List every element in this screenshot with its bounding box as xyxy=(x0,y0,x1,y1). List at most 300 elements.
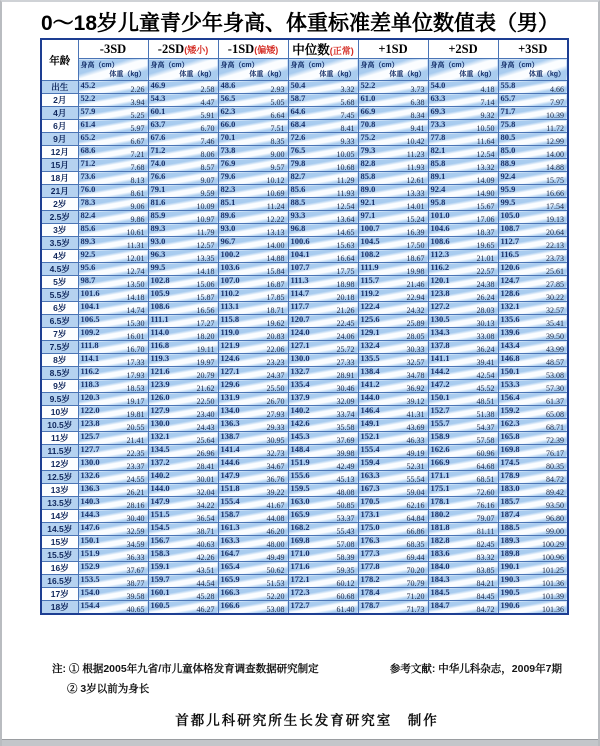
data-cell xyxy=(428,211,498,224)
height-value: 144.0 xyxy=(150,483,170,493)
weight-value: 36.33 xyxy=(126,553,145,562)
weight-value: 17.27 xyxy=(196,319,215,328)
data-cell xyxy=(148,224,218,237)
data-cell xyxy=(218,81,288,94)
height-value: 71.2 xyxy=(150,145,166,155)
weight-value: 22.06 xyxy=(266,345,285,354)
weight-value: 10.39 xyxy=(546,111,564,120)
height-value: 171.0 xyxy=(290,548,310,558)
data-cell xyxy=(148,94,218,107)
height-value: 95.8 xyxy=(430,197,446,207)
height-value: 144.0 xyxy=(360,392,380,402)
weight-value: 69.44 xyxy=(406,553,425,562)
data-cell xyxy=(358,354,428,367)
weight-value: 60.96 xyxy=(476,449,495,458)
data-cell xyxy=(358,393,428,406)
data-cell xyxy=(498,510,568,523)
weight-value: 8.41 xyxy=(340,124,355,133)
data-cell xyxy=(428,588,498,601)
weight-value: 42.49 xyxy=(336,462,355,471)
data-cell xyxy=(218,458,288,471)
weight-value: 5.97 xyxy=(130,124,145,133)
note-2: ② 3岁以前为身长 xyxy=(67,683,150,695)
data-cell xyxy=(498,354,568,367)
table-row xyxy=(41,549,568,562)
height-value: 169.8 xyxy=(500,444,520,454)
height-value: 180.2 xyxy=(430,509,450,519)
data-cell xyxy=(498,367,568,380)
height-value: 181.8 xyxy=(430,522,450,532)
data-cell xyxy=(358,445,428,458)
data-cell xyxy=(148,211,218,224)
height-value: 122.0 xyxy=(80,405,100,415)
weight-value: 15.84 xyxy=(266,267,285,276)
weight-value: 82.45 xyxy=(476,540,495,549)
weight-value: 19.81 xyxy=(126,410,145,419)
weight-value: 60.68 xyxy=(336,592,355,601)
height-value: 52.2 xyxy=(360,80,376,90)
age-cell: 4月 xyxy=(41,107,78,120)
weight-value: 70.79 xyxy=(406,579,425,588)
height-value: 165.8 xyxy=(500,431,520,441)
weight-value: 19.17 xyxy=(126,397,145,406)
sd-label: +2SD xyxy=(448,41,478,56)
weight-unit-label: 体重（kg） xyxy=(179,71,216,78)
sd-group-header-6 xyxy=(428,39,498,59)
weight-value: 48.08 xyxy=(336,488,355,497)
height-value: 190.5 xyxy=(500,587,520,597)
weight-value: 61.40 xyxy=(336,605,355,614)
data-cell xyxy=(358,458,428,471)
height-value: 152.9 xyxy=(80,561,100,571)
data-cell xyxy=(78,523,148,536)
data-cell xyxy=(358,328,428,341)
height-value: 119.2 xyxy=(360,288,380,298)
data-cell xyxy=(428,107,498,120)
sd-sublabel: (正常) xyxy=(329,46,354,56)
data-cell xyxy=(148,159,218,172)
height-value: 144.3 xyxy=(80,509,100,519)
weight-value: 83.32 xyxy=(476,553,495,562)
data-cell xyxy=(288,263,358,276)
height-value: 107.0 xyxy=(220,275,240,285)
weight-value: 20.83 xyxy=(266,332,285,341)
data-cell xyxy=(218,588,288,601)
height-value: 152.1 xyxy=(360,431,380,441)
height-value: 79.1 xyxy=(150,184,166,194)
height-value: 155.4 xyxy=(360,444,380,454)
table-row xyxy=(41,562,568,575)
data-cell xyxy=(428,458,498,471)
data-cell xyxy=(498,81,568,94)
data-cell xyxy=(358,510,428,523)
weight-value: 30.40 xyxy=(126,514,145,523)
weight-value: 21.46 xyxy=(406,280,425,289)
height-value: 184.0 xyxy=(430,561,450,571)
weight-value: 16.66 xyxy=(546,189,564,198)
weight-value: 39.58 xyxy=(126,592,145,601)
measure-header-cell xyxy=(148,59,218,81)
data-cell xyxy=(498,380,568,393)
data-cell xyxy=(288,432,358,445)
weight-value: 68.71 xyxy=(546,423,564,432)
height-value: 183.0 xyxy=(500,483,520,493)
height-value: 116.2 xyxy=(80,366,100,376)
data-cell xyxy=(148,315,218,328)
data-cell xyxy=(288,354,358,367)
weight-value: 25.89 xyxy=(406,319,425,328)
height-value: 54.0 xyxy=(430,80,446,90)
table-row xyxy=(41,471,568,484)
weight-value: 16.87 xyxy=(266,280,285,289)
height-value: 82.4 xyxy=(80,210,96,220)
weight-value: 8.34 xyxy=(410,111,425,120)
data-cell xyxy=(498,198,568,211)
weight-value: 37.69 xyxy=(336,436,355,445)
height-value: 76.5 xyxy=(290,145,306,155)
weight-value: 50.85 xyxy=(336,501,355,510)
weight-value: 20.18 xyxy=(336,293,355,302)
data-cell xyxy=(358,341,428,354)
weight-value: 61.37 xyxy=(546,397,564,406)
height-value: 108.6 xyxy=(150,301,170,311)
data-cell xyxy=(428,341,498,354)
data-cell xyxy=(148,146,218,159)
weight-value: 9.57 xyxy=(270,163,285,172)
weight-value: 71.73 xyxy=(406,605,425,614)
height-value: 68.6 xyxy=(80,145,96,155)
data-cell xyxy=(78,562,148,575)
height-value: 48.6 xyxy=(220,80,236,90)
weight-value: 36.24 xyxy=(476,345,495,354)
weight-value: 40.65 xyxy=(126,605,145,614)
data-cell xyxy=(358,185,428,198)
data-cell xyxy=(218,510,288,523)
weight-value: 11.23 xyxy=(406,150,425,159)
data-cell xyxy=(428,380,498,393)
height-value: 172.3 xyxy=(290,587,310,597)
height-value: 139.6 xyxy=(500,327,520,337)
weight-value: 22.57 xyxy=(476,267,495,276)
data-cell xyxy=(288,185,358,198)
weight-value: 18.37 xyxy=(476,228,495,237)
data-cell xyxy=(78,107,148,120)
height-value: 113.1 xyxy=(220,301,240,311)
data-cell xyxy=(288,445,358,458)
height-value: 105.0 xyxy=(500,210,520,220)
weight-value: 16.01 xyxy=(126,332,145,341)
data-cell xyxy=(498,172,568,185)
height-value: 111.3 xyxy=(290,275,309,285)
height-value: 79.3 xyxy=(360,145,376,155)
height-value: 151.9 xyxy=(290,457,310,467)
weight-value: 30.46 xyxy=(336,384,355,393)
measure-header-cell xyxy=(218,59,288,81)
data-cell xyxy=(498,445,568,458)
data-cell xyxy=(78,341,148,354)
height-value: 76.0 xyxy=(80,184,96,194)
data-cell xyxy=(288,562,358,575)
weight-value: 58.39 xyxy=(336,553,355,562)
weight-value: 7.46 xyxy=(200,137,215,146)
weight-value: 6.70 xyxy=(200,124,215,133)
weight-value: 84.72 xyxy=(476,605,495,614)
data-cell xyxy=(148,575,218,588)
weight-value: 11.24 xyxy=(266,202,285,211)
height-value: 72.6 xyxy=(290,132,306,142)
table-row xyxy=(41,484,568,497)
weight-value: 24.37 xyxy=(266,371,285,380)
age-cell: 9岁 xyxy=(41,380,78,393)
table-row xyxy=(41,445,568,458)
height-value: 82.8 xyxy=(360,158,376,168)
height-value: 88.5 xyxy=(290,197,306,207)
height-value: 127.9 xyxy=(150,405,170,415)
height-value: 85.9 xyxy=(150,210,166,220)
weight-value: 64.68 xyxy=(476,462,495,471)
height-value: 147.6 xyxy=(80,522,100,532)
age-cell: 5.5岁 xyxy=(41,289,78,302)
weight-value: 20.64 xyxy=(546,228,564,237)
data-cell xyxy=(78,289,148,302)
height-value: 147.9 xyxy=(150,496,170,506)
age-cell: 10.5岁 xyxy=(41,419,78,432)
weight-value: 17.75 xyxy=(336,267,355,276)
age-cell: 15.5岁 xyxy=(41,549,78,562)
weight-value: 5.68 xyxy=(340,98,355,107)
height-value: 158.9 xyxy=(430,431,450,441)
weight-value: 28.16 xyxy=(126,501,145,510)
weight-value: 12.99 xyxy=(546,137,564,146)
weight-value: 13.50 xyxy=(126,280,145,289)
age-cell: 11.5岁 xyxy=(41,445,78,458)
height-value: 154.4 xyxy=(80,600,100,610)
data-cell xyxy=(428,432,498,445)
data-cell xyxy=(288,146,358,159)
data-cell xyxy=(218,419,288,432)
data-cell xyxy=(498,146,568,159)
age-cell: 14.5岁 xyxy=(41,523,78,536)
height-value: 178.2 xyxy=(360,574,380,584)
data-cell xyxy=(428,302,498,315)
weight-value: 24.55 xyxy=(126,475,145,484)
height-value: 189.3 xyxy=(500,535,520,545)
data-cell xyxy=(498,185,568,198)
data-cell xyxy=(288,380,358,393)
height-value: 111.8 xyxy=(80,340,99,350)
weight-value: 68.51 xyxy=(476,475,495,484)
data-cell xyxy=(78,380,148,393)
weight-value: 26.96 xyxy=(196,449,215,458)
data-cell xyxy=(218,263,288,276)
height-value: 117.7 xyxy=(290,301,310,311)
sd-group-header-7 xyxy=(498,39,568,59)
height-value: 165.9 xyxy=(220,574,240,584)
data-cell xyxy=(218,237,288,250)
weight-value: 24.43 xyxy=(196,423,215,432)
weight-value: 30.95 xyxy=(266,436,285,445)
height-value: 149.1 xyxy=(360,418,380,428)
weight-value: 14.90 xyxy=(476,189,495,198)
height-value: 130.0 xyxy=(150,418,170,428)
data-cell xyxy=(148,393,218,406)
height-value: 89.3 xyxy=(80,236,96,246)
weight-value: 45.13 xyxy=(336,475,355,484)
data-cell xyxy=(218,289,288,302)
weight-value: 19.65 xyxy=(476,241,495,250)
weight-value: 35.58 xyxy=(336,423,355,432)
height-value: 93.3 xyxy=(290,210,306,220)
weight-value: 9.06 xyxy=(130,202,145,211)
height-value: 93.0 xyxy=(220,223,236,233)
note-1: 注: ① 根据2005年九省/市儿童体格发育调查数据研究制定 xyxy=(52,663,319,675)
data-cell xyxy=(288,315,358,328)
table-row xyxy=(41,211,568,224)
height-value: 122.4 xyxy=(360,301,380,311)
age-cell: 2月 xyxy=(41,94,78,107)
data-cell xyxy=(498,432,568,445)
weight-value: 21.41 xyxy=(126,436,145,445)
height-value: 89.0 xyxy=(360,184,376,194)
height-value: 183.6 xyxy=(430,548,450,558)
data-cell xyxy=(428,510,498,523)
data-cell xyxy=(428,328,498,341)
height-value: 56.5 xyxy=(220,93,236,103)
height-value: 99.5 xyxy=(150,262,166,272)
data-cell xyxy=(78,484,148,497)
data-cell xyxy=(428,198,498,211)
height-value: 135.4 xyxy=(290,379,310,389)
weight-value: 19.13 xyxy=(546,215,564,224)
height-value: 110.2 xyxy=(220,288,240,298)
table-row xyxy=(41,263,568,276)
age-cell: 15月 xyxy=(41,159,78,172)
weight-value: 22.13 xyxy=(546,241,564,250)
height-value: 159.7 xyxy=(150,574,170,584)
weight-value: 11.64 xyxy=(476,137,495,146)
height-value: 164.7 xyxy=(220,548,240,558)
data-cell xyxy=(288,159,358,172)
weight-value: 30.33 xyxy=(406,345,425,354)
data-cell xyxy=(148,328,218,341)
data-cell xyxy=(498,94,568,107)
data-cell xyxy=(218,471,288,484)
height-value: 156.7 xyxy=(150,535,170,545)
reference-text: 参考文献: 中华儿科杂志，2009年7期 xyxy=(389,663,562,675)
weight-value: 10.68 xyxy=(336,163,355,172)
sd-group-header-1 xyxy=(78,39,148,59)
height-value: 144.6 xyxy=(220,457,240,467)
data-cell xyxy=(358,172,428,185)
height-value: 65.2 xyxy=(80,132,96,142)
data-cell xyxy=(148,172,218,185)
weight-value: 4.47 xyxy=(200,98,215,107)
height-value: 137.8 xyxy=(430,340,450,350)
data-cell xyxy=(78,133,148,146)
height-value: 125.6 xyxy=(360,314,380,324)
data-cell xyxy=(148,107,218,120)
data-cell xyxy=(218,224,288,237)
table-row xyxy=(41,393,568,406)
height-value: 104.5 xyxy=(360,236,380,246)
height-value: 178.1 xyxy=(430,496,450,506)
data-cell xyxy=(358,549,428,562)
weight-value: 36.54 xyxy=(196,514,215,523)
weight-value: 14.09 xyxy=(476,176,495,185)
weight-value: 24.38 xyxy=(476,280,495,289)
age-cell: 16.5岁 xyxy=(41,575,78,588)
weight-value: 57.08 xyxy=(336,540,355,549)
data-cell xyxy=(498,315,568,328)
table-row xyxy=(41,224,568,237)
height-value: 162.3 xyxy=(500,418,520,428)
data-cell xyxy=(78,497,148,510)
height-value: 182.8 xyxy=(430,535,450,545)
weight-unit-label: 体重（kg） xyxy=(319,71,356,78)
weight-value: 83.85 xyxy=(476,566,495,575)
data-cell xyxy=(428,393,498,406)
weight-value: 14.00 xyxy=(266,241,285,250)
weight-value: 39.98 xyxy=(336,449,355,458)
weight-value: 10.42 xyxy=(406,137,425,146)
data-cell xyxy=(498,471,568,484)
weight-value: 4.66 xyxy=(550,85,564,94)
data-cell xyxy=(428,263,498,276)
weight-value: 13.13 xyxy=(266,228,285,237)
table-row xyxy=(41,341,568,354)
height-value: 79.6 xyxy=(220,171,236,181)
data-cell xyxy=(288,419,358,432)
height-value: 132.4 xyxy=(360,340,380,350)
growth-table xyxy=(40,38,569,615)
table-row xyxy=(41,276,568,289)
weight-value: 16.70 xyxy=(126,345,145,354)
weight-value: 22.35 xyxy=(126,449,145,458)
height-value: 163.0 xyxy=(290,496,310,506)
height-value: 78.3 xyxy=(80,197,96,207)
height-value: 112.7 xyxy=(500,236,520,246)
measure-header-cell xyxy=(358,59,428,81)
height-unit-label: 身高（cm） xyxy=(430,62,469,69)
data-cell xyxy=(218,159,288,172)
data-cell xyxy=(148,250,218,263)
data-cell xyxy=(498,341,568,354)
age-cell: 7岁 xyxy=(41,328,78,341)
data-cell xyxy=(78,237,148,250)
data-cell xyxy=(78,315,148,328)
height-value: 168.2 xyxy=(290,522,310,532)
age-cell: 21月 xyxy=(41,185,78,198)
height-value: 46.9 xyxy=(150,80,166,90)
age-column-header: 年龄 xyxy=(41,39,78,81)
weight-value: 46.20 xyxy=(266,527,285,536)
data-cell xyxy=(218,185,288,198)
data-cell xyxy=(288,484,358,497)
height-value: 79.8 xyxy=(290,158,306,168)
data-cell xyxy=(428,250,498,263)
weight-value: 10.97 xyxy=(196,215,215,224)
weight-value: 19.11 xyxy=(196,345,215,354)
data-cell xyxy=(358,94,428,107)
data-cell xyxy=(218,250,288,263)
height-value: 140.3 xyxy=(80,496,100,506)
height-value: 162.6 xyxy=(430,444,450,454)
height-value: 163.3 xyxy=(360,470,380,480)
height-value: 76.9 xyxy=(220,158,236,168)
data-cell xyxy=(428,523,498,536)
weight-value: 5.91 xyxy=(200,111,215,120)
data-cell xyxy=(288,107,358,120)
